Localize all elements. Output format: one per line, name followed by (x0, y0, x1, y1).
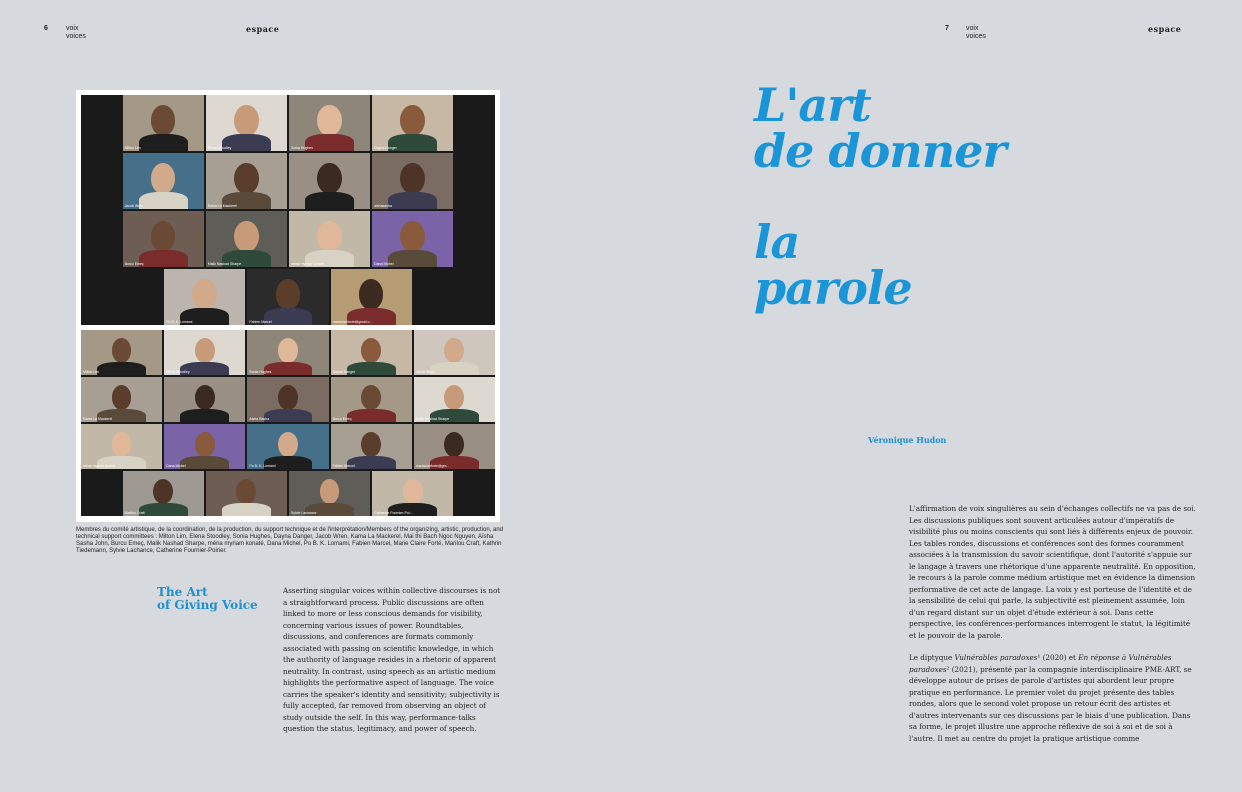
video-tile (289, 471, 370, 516)
video-tile (123, 211, 204, 267)
participant-name-label: aishasasha (374, 204, 392, 208)
participant-silhouette (361, 385, 381, 410)
participant-name-label: Kama La Mackerel (83, 417, 113, 421)
video-grid-bottom (81, 330, 495, 516)
left-running-head: espace (246, 24, 280, 34)
video-tile (372, 211, 453, 267)
participant-silhouette (234, 105, 259, 136)
participant-silhouette (400, 163, 425, 194)
video-tile (331, 424, 412, 469)
french-title-line4: parole (754, 261, 912, 315)
participant-silhouette (361, 432, 381, 457)
participant-silhouette (112, 432, 132, 457)
participant-silhouette (151, 163, 176, 194)
video-tile (206, 95, 287, 151)
participant-silhouette (320, 479, 340, 504)
left-section-label (66, 25, 86, 41)
participant-name-label: Malik Nashad Sharpe (415, 417, 450, 421)
participant-name-label: Burcu Emeç (332, 417, 352, 421)
participant-name-label: Marilou Craft (124, 511, 145, 515)
participant-silhouette (317, 105, 342, 136)
participant-silhouette (400, 105, 425, 136)
participant-name-label: Catherine Fournier-Poi... (374, 511, 413, 515)
participant-silhouette (400, 221, 425, 252)
french-p2-title1: Vulnérables paradoxes (954, 653, 1038, 662)
english-body: Asserting singular voices within collective discourses is not a straightforward process. Public discussions are often linked to more or less conscious demands for visibility, concerning various issues of power. Roundtables, discussions, and conferences are formats commonly associated with passing on scientific knowledge, in which the authority of language resides in a rhetoric of apparent neutrality. In contrast, using speech as an artistic medium highlights the performative aspect of language. The voice carries the speaker's identity and sensitivity; subjectivity is fully accepted, far removed from observing an object of study outside the self. In this way, performance-talks question the status, legitimacy, and power of speech. (283, 586, 501, 733)
participant-name-label: Sonia Hughes (249, 370, 272, 374)
french-p2-c: ² (2021), présenté par la compagnie interdisciplinaire PME-ART, se développe autour de prises de parole d'artistes qui abordent leur propre pratique en performance. Le premier volet du projet présente des tables rondes, alors que le second volet propose un retour écrit des artistes et d'autres intervenants sur ces discussions par le biais d'une publication. Dans sa forme, le projet illustre une approche réflexive de soi à soi et de soi à l'autre. Il met au centre du projet la pratique artistique comme (909, 664, 1192, 743)
participant-name-label: Dana Michel (374, 262, 394, 266)
participant-shoulders (139, 250, 188, 267)
participant-shoulders (139, 134, 188, 151)
participant-shoulders (139, 503, 188, 517)
participant-silhouette (317, 221, 342, 252)
participant-silhouette (317, 163, 342, 194)
video-tile (206, 153, 287, 209)
right-page-number: 7 (945, 25, 949, 32)
participant-name-label: Sonia Hughes (291, 146, 313, 150)
participant-silhouette (195, 432, 215, 457)
participant-silhouette (276, 279, 301, 310)
participant-shoulders (264, 409, 313, 423)
participant-shoulders (97, 362, 146, 376)
participant-name-label: ména myriam konaté (83, 464, 116, 468)
video-tile (164, 377, 245, 422)
participant-silhouette (236, 479, 256, 504)
participant-name-label: Elena Stoodley (166, 370, 190, 374)
video-tile (206, 471, 287, 516)
participant-name-label: mariaclairforte@gm... (415, 464, 450, 468)
participant-name-label: Jacob Wren (124, 204, 144, 208)
participant-name-label: Milton Lim (83, 370, 99, 374)
left-section-label-en: voices (66, 33, 86, 40)
participant-name-label: Milton Lim (124, 146, 141, 150)
participant-name-label: Dana Michel (166, 464, 186, 468)
participant-shoulders (222, 503, 271, 517)
video-tile (81, 424, 162, 469)
video-tile (247, 377, 328, 422)
video-tile (331, 269, 412, 325)
french-paragraph-2 (909, 652, 1199, 744)
participant-shoulders (180, 456, 229, 470)
participant-shoulders (430, 362, 479, 376)
participant-shoulders (139, 192, 188, 209)
video-grid-top (81, 95, 495, 325)
french-title-line3: la (754, 215, 800, 269)
video-call-photo (76, 90, 500, 522)
participant-silhouette (444, 338, 464, 363)
participant-name-label: Elena Stoodley (207, 146, 232, 150)
video-tile (414, 377, 495, 422)
participant-silhouette (112, 338, 132, 363)
participant-name-label: mariaclairforte@gmail.c... (332, 320, 373, 324)
participant-silhouette (234, 163, 259, 194)
participant-name-label: Sylvie Lachance (291, 511, 317, 515)
video-tile (372, 471, 453, 516)
participant-name-label: Dayna Danger (332, 370, 356, 374)
french-title (754, 78, 1114, 315)
participant-name-label: Kama La Mackerel (207, 204, 237, 208)
author-name: Véronique Hudon (868, 435, 947, 445)
participant-shoulders (388, 250, 437, 267)
english-title-line1: The Art (157, 585, 208, 599)
participant-silhouette (278, 338, 298, 363)
video-tile (206, 211, 287, 267)
video-tile (247, 269, 328, 325)
right-running-head: espace (1148, 24, 1182, 34)
french-paragraph-1: L'affirmation de voix singulières au sein d'échanges collectifs ne va pas de soi. Les discussions publiques sont souvent articulées autour d'impératifs de visibilité plus ou moins conscients qui sont liés à différents enjeux de pouvoir. Les tables rondes, discussions et conférences sont des formes couramment associées à la transmission du savoir scientifique, dont l'autorité s'appuie sur le langage à travers une rhétorique d'une apparente neutralité. En opposition, le recours à la parole comme médium artistique met en évidence la dimension performative de cet acte de langage. La voix y est porteuse de l'identité et de la sensibilité de celui qui parle, la subjectivité est pleinement assumée, loin d'un regard distant sur un objet d'étude extérieur à soi. Dans cette perspective, les conférences-performances interrogent le statut, la légitimité et le pouvoir de la parole. (909, 504, 1196, 640)
english-title (157, 586, 267, 612)
participant-name-label: Aisha Sasha (249, 417, 270, 421)
video-tile (164, 424, 245, 469)
photo-caption: Membres du comité artistique, de la coordination, de la production, du support technique et de l'interprétation/Members of the organizing, artistic, production, and technical support committees : Milton Lim, Elena Stoodley, Sonia Hughes, Dayna Danger, Jacob Wren, Kama La Mackerel, Mai thi Bach Ngoc Nguyen, Aïsha Sasha John, Burcu Emeç, Malik Nashad Sharpe, ména myriam konaté, Dana Michel, Po B. K. Lomami, Fabien Marcel, Marie Claire Forté, Marilou Craft, Kathrin Tiedemann, Sylvie Lachance, Catherine Fournier-Poirier. (76, 527, 504, 554)
participant-silhouette (192, 279, 217, 310)
video-tile (81, 330, 162, 375)
video-tile (331, 330, 412, 375)
participant-shoulders (388, 192, 437, 209)
participant-name-label: Malik Nashad Sharpe (207, 262, 242, 266)
participant-name-label: Burcu Emeç (124, 262, 144, 266)
video-tile (123, 471, 204, 516)
left-page-number: 6 (44, 25, 48, 32)
french-title-line1: L'art (754, 78, 871, 132)
video-tile (372, 153, 453, 209)
participant-shoulders (347, 409, 396, 423)
participant-silhouette (444, 385, 464, 410)
french-body (909, 503, 1199, 744)
right-section-label (966, 25, 986, 41)
participant-silhouette (278, 385, 298, 410)
participant-silhouette (361, 338, 381, 363)
video-tile (414, 424, 495, 469)
participant-silhouette (278, 432, 298, 457)
participant-shoulders (180, 409, 229, 423)
participant-silhouette (444, 432, 464, 457)
participant-silhouette (403, 479, 423, 504)
video-tile (247, 330, 328, 375)
video-tile (289, 153, 370, 209)
participant-shoulders (305, 192, 354, 209)
participant-silhouette (153, 479, 173, 504)
video-tile (289, 95, 370, 151)
participant-silhouette (195, 385, 215, 410)
left-section-label-fr: voix (66, 25, 79, 32)
participant-silhouette (151, 105, 176, 136)
participant-silhouette (359, 279, 384, 310)
participant-silhouette (151, 221, 176, 252)
participant-name-label: Po B. K. Lomami (166, 320, 193, 324)
french-p2-a: Le diptyque (909, 653, 955, 662)
participant-name-label: Fabien Marcel (249, 320, 272, 324)
participant-silhouette (112, 385, 132, 410)
video-tile (123, 95, 204, 151)
participant-name-label: Dayna Danger (374, 146, 397, 150)
video-tile (247, 424, 328, 469)
right-section-label-en: voices (966, 33, 986, 40)
french-p2-b: ¹ (2020) et (1037, 653, 1079, 662)
video-tile (414, 330, 495, 375)
participant-name-label: Jacob Wren (415, 370, 435, 374)
participant-name-label: Fabien Marcel (332, 464, 355, 468)
video-tile (81, 377, 162, 422)
video-tile (289, 211, 370, 267)
video-tile (164, 330, 245, 375)
video-tile (164, 269, 245, 325)
video-tile (123, 153, 204, 209)
english-title-line2: of Giving Voice (157, 598, 258, 612)
participant-name-label: Po B. K. Lomami (249, 464, 276, 468)
right-section-label-fr: voix (966, 25, 979, 32)
video-tile (372, 95, 453, 151)
video-tile (331, 377, 412, 422)
french-title-line2: de donner (754, 124, 1006, 178)
french-p2-title2: En réponse à Vulnérables paradoxes (909, 653, 1172, 674)
participant-silhouette (234, 221, 259, 252)
participant-name-label: ména myriam konaté (291, 262, 324, 266)
participant-silhouette (195, 338, 215, 363)
